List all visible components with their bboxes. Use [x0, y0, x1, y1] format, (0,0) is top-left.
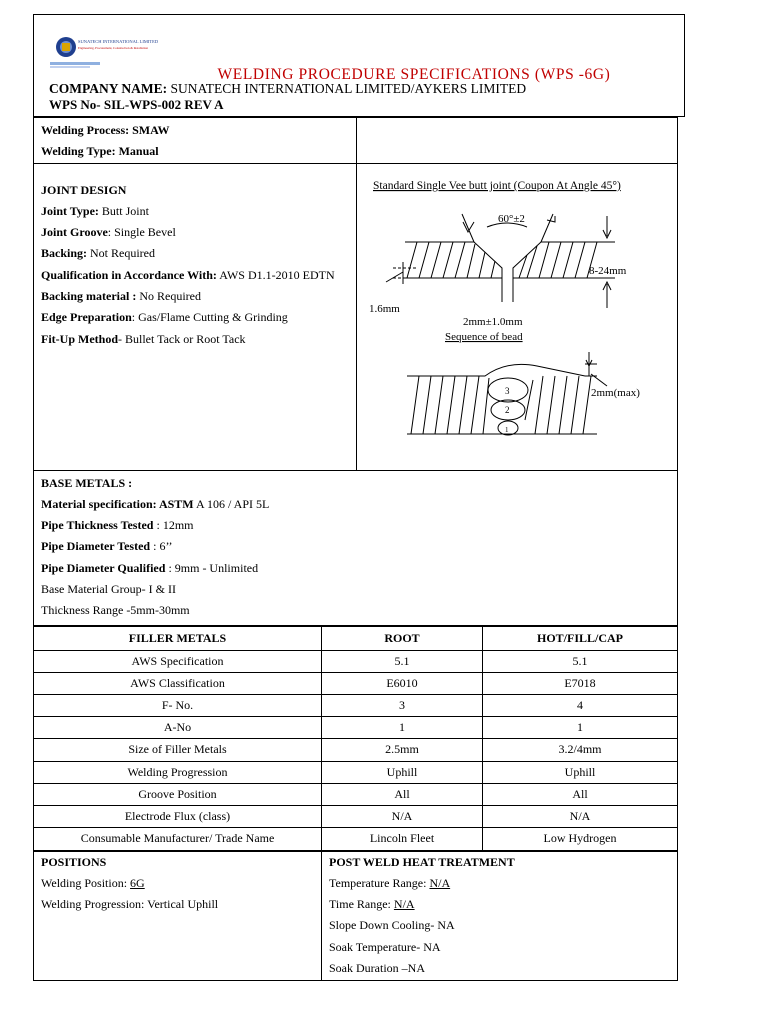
welding-progression: Welding Progression: Vertical Uphill	[41, 897, 219, 912]
filler-root-value: Uphill	[322, 761, 483, 783]
angle-label: 60°±2	[498, 212, 525, 225]
document-title: WELDING PROCEDURE SPECIFICATIONS (WPS -6G)	[217, 66, 611, 83]
edge-preparation: Edge Preparation: Gas/Flame Cutting & Grinding	[41, 310, 288, 325]
pipe-diameter: Pipe Diameter Tested : 6’’	[41, 539, 173, 554]
bead-number-2: 2	[505, 404, 510, 415]
joint-groove: Joint Groove: Single Bevel	[41, 225, 176, 240]
welding-type: Welding Type: Manual	[41, 144, 159, 159]
filler-cap-value: E7018	[483, 672, 678, 694]
thickness-label: 8-24mm	[589, 264, 627, 277]
temperature-range: Temperature Range: N/A	[329, 875, 451, 890]
filler-property: F- No.	[34, 695, 322, 717]
process-table	[33, 117, 678, 626]
slope-down-cooling: Slope Down Cooling- NA	[329, 918, 455, 933]
material-spec: Material specification: ASTM A 106 / API 5L	[41, 496, 270, 511]
filler-row	[34, 672, 678, 694]
filler-cap-value: 4	[483, 695, 678, 717]
backing-material: Backing material : No Required	[41, 289, 201, 304]
filler-row	[34, 806, 678, 828]
filler-property: Groove Position	[34, 783, 322, 805]
filler-header-cap: HOT/FILL/CAP	[483, 626, 678, 650]
filler-root-value: 5.1	[322, 650, 483, 672]
filler-row	[34, 650, 678, 672]
filler-cap-value: N/A	[483, 806, 678, 828]
filler-header-root: ROOT	[322, 626, 483, 650]
joint-caption: Standard Single Vee butt joint (Coupon At Angle 45°)	[373, 179, 621, 192]
filler-row	[34, 783, 678, 805]
filler-cap-value: All	[483, 783, 678, 805]
filler-row	[34, 739, 678, 761]
filler-header-name: FILLER METALS	[34, 626, 322, 650]
filler-row	[34, 828, 678, 850]
filler-row	[34, 761, 678, 783]
filler-cap-value: 1	[483, 717, 678, 739]
joint-type: Joint Type: Butt Joint	[41, 203, 149, 218]
filler-property: A-No	[34, 717, 322, 739]
filler-property: Electrode Flux (class)	[34, 806, 322, 828]
logo-text: SUNATECH INTERNATIONAL LIMITED	[78, 39, 159, 44]
time-range: Time Range: N/A	[329, 897, 415, 912]
wps-number: WPS No- SIL-WPS-002 REV A	[49, 97, 224, 112]
filler-cap-value: 5.1	[483, 650, 678, 672]
filler-property: Size of Filler Metals	[34, 739, 322, 761]
fitup-method: Fit-Up Method- Bullet Tack or Root Tack	[41, 331, 246, 346]
base-metals-cell	[34, 470, 678, 625]
filler-root-value: 3	[322, 695, 483, 717]
process-cell	[34, 118, 357, 164]
company-name: COMPANY NAME: SUNATECH INTERNATIONAL LIMITED/AYKERS LIMITED	[49, 81, 527, 96]
filler-cap-value: 3.2/4mm	[483, 739, 678, 761]
soak-temperature: Soak Temperature- NA	[329, 939, 441, 954]
bead-number-3: 3	[505, 385, 510, 396]
thickness-range: Thickness Range -5mm-30mm	[41, 603, 190, 618]
positions-heading: POSITIONS	[41, 854, 107, 869]
sequence-caption: Sequence of bead	[445, 330, 523, 343]
filler-root-value: 1	[322, 717, 483, 739]
filler-root-value: All	[322, 783, 483, 805]
qualification: Qualification in Accordance With: AWS D1.1-2010 EDTN	[41, 267, 335, 282]
filler-root-value: Lincoln Fleet	[322, 828, 483, 850]
pipe-thickness: Pipe Thickness Tested : 12mm	[41, 518, 194, 533]
document-header	[33, 14, 685, 117]
joint-design-heading: JOINT DESIGN	[41, 182, 127, 197]
welding-position: Welding Position: 6G	[41, 875, 145, 890]
empty-cell	[357, 118, 678, 164]
positions-pwht-table	[33, 851, 678, 981]
filler-root-value: E6010	[322, 672, 483, 694]
filler-root-value: N/A	[322, 806, 483, 828]
filler-property: Welding Progression	[34, 761, 322, 783]
reinforcement-label: 2mm(max)	[591, 386, 640, 399]
filler-metals-table	[33, 626, 678, 851]
filler-property: AWS Specification	[34, 650, 322, 672]
welding-process: Welding Process: SMAW	[41, 123, 170, 137]
filler-cap-value: Low Hydrogen	[483, 828, 678, 850]
pwht-heading: POST WELD HEAT TREATMENT	[329, 854, 515, 869]
joint-diagram	[357, 164, 677, 454]
wps-document	[33, 14, 685, 981]
gap-label: 2mm±1.0mm	[463, 315, 523, 328]
joint-design-cell	[34, 163, 357, 470]
filler-row	[34, 695, 678, 717]
pipe-diameter-qualified: Pipe Diameter Qualified : 9mm - Unlimited	[41, 560, 259, 575]
filler-cap-value: Uphill	[483, 761, 678, 783]
joint-diagram-cell	[357, 163, 678, 470]
filler-property: Consumable Manufacturer/ Trade Name	[34, 828, 322, 850]
base-metals-heading: BASE METALS :	[41, 475, 133, 490]
logo-tagline: Engineering, Procurement, Construction & Installation	[78, 46, 148, 50]
pwht-cell	[322, 851, 678, 980]
vee-joint-drawing	[386, 214, 615, 308]
soak-duration: Soak Duration –NA	[329, 960, 425, 975]
root-face-label: 1.6mm	[369, 302, 400, 315]
filler-row	[34, 717, 678, 739]
filler-property: AWS Classification	[34, 672, 322, 694]
bead-number-1: 1	[505, 425, 509, 434]
filler-root-value: 2.5mm	[322, 739, 483, 761]
base-material-group: Base Material Group- I & II	[41, 582, 176, 597]
filler-header-row	[34, 626, 678, 650]
backing: Backing: Not Required	[41, 246, 156, 261]
positions-cell	[34, 851, 322, 980]
